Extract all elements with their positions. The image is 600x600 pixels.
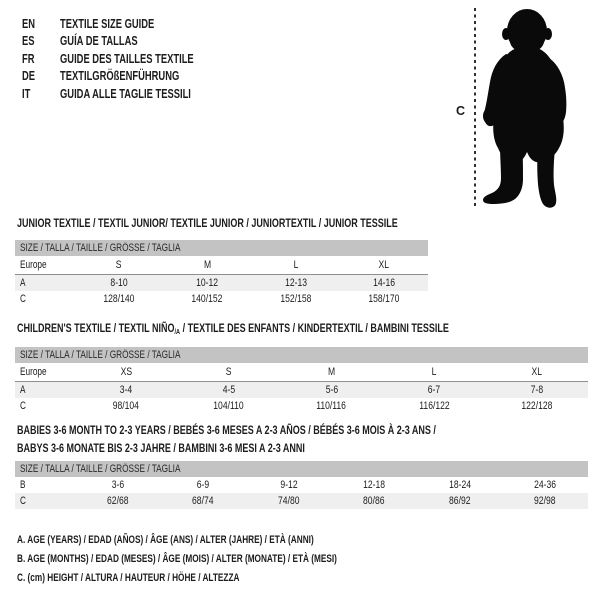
height-cell: 86/92: [449, 495, 471, 507]
row-label: B: [20, 479, 26, 491]
height-cell: 128/140: [103, 293, 135, 305]
table-row-europe: [15, 256, 428, 275]
table-row-age: [15, 382, 588, 398]
section-heading-children: CHILDREN'S TEXTILE / TEXTIL $NIÑO_{/A}$ / TEXTILE DES ENFANTS / KINDERTEXTIL / BAMBINI TESSILE: [17, 321, 449, 336]
language-row-fr: [22, 50, 238, 68]
row-label: Europe: [20, 259, 47, 271]
size-cell: XL: [378, 259, 390, 271]
language-row-it: [22, 85, 238, 103]
baby-leg-left: [483, 144, 523, 204]
legend-note-b: B. AGE (MONTHS) / EDAD (MESES) / ÂGE (MOIS) / ALTER (MONATE) / ETÀ (MESI): [17, 553, 337, 565]
row-label: Europe: [20, 366, 47, 378]
section-heading-babies: BABIES 3-6 MONTH TO 2-3 YEARS / BEBÉS 3-6 MESES A 2-3 AÑOS / BÉBÉS 3-6 MOIS À 2-3 ANS / BABYS 3-6 MONATE BIS 2-3 JAHRE / BAMBINI 3-6 MESI A 2-3 ANNI: [17, 423, 436, 455]
table-row-height: [15, 291, 428, 307]
baby-hand-left: [483, 108, 495, 124]
age-cell: 3-4: [120, 384, 133, 396]
language-row-en: [22, 15, 238, 33]
height-cell: 104/110: [213, 400, 245, 412]
legend-note-a: A. AGE (YEARS) / EDAD (AÑOS) / ÂGE (ANS) / ALTER (JAHRE) / ETÀ (ANNI): [17, 534, 314, 546]
language-title: GUIDE DES TAILLES TEXTILE: [60, 51, 194, 66]
age-cell: 4-5: [222, 384, 236, 396]
height-cell: 68/74: [192, 495, 214, 507]
height-cell: 92/98: [534, 495, 556, 507]
age-cell: 12-13: [284, 277, 307, 289]
legend-note-c: C. (cm) HEIGHT / ALTURA / HAUTEUR / HÖHE / ALTEZZA: [17, 572, 240, 584]
table-row-age: [15, 275, 428, 291]
table-row-months: [15, 477, 588, 493]
row-label: C: [20, 495, 26, 507]
months-cell: 18-24: [448, 479, 471, 491]
row-label: C: [20, 400, 26, 412]
baby-ear-right: [544, 28, 552, 40]
legend-notes: [17, 531, 444, 588]
height-cell: 152/158: [280, 293, 312, 305]
language-code: ES: [22, 34, 35, 49]
baby-silhouette-icon: [480, 6, 592, 212]
months-cell: 24-36: [534, 479, 557, 491]
language-code: IT: [22, 86, 31, 101]
size-cell: L: [293, 259, 299, 271]
junior-size-table: [15, 240, 428, 307]
baby-hand-right: [552, 108, 564, 124]
height-cell: 80/86: [363, 495, 385, 507]
language-title: TEXTILGRÖßENFÜHRUNG: [60, 69, 180, 84]
height-cell: 116/122: [418, 400, 450, 412]
baby-leg-right: [537, 146, 556, 208]
size-cell: XL: [531, 366, 542, 378]
height-cell: 122/128: [521, 400, 553, 412]
size-cell: XS: [120, 366, 133, 378]
babies-size-table: [15, 461, 588, 509]
height-measure-dashed-line: [474, 8, 476, 207]
height-cell: 62/68: [107, 495, 129, 507]
size-cell: M: [327, 366, 336, 378]
size-cell: S: [116, 259, 122, 271]
children-size-table: [15, 347, 588, 414]
language-title: TEXTILE SIZE GUIDE: [60, 16, 155, 31]
size-cell: M: [203, 259, 211, 271]
table-row-europe: [15, 363, 588, 382]
table-row-height: [15, 493, 588, 509]
language-row-es: [22, 33, 238, 51]
age-cell: 10-12: [196, 277, 219, 289]
baby-ear-left: [502, 28, 510, 40]
row-label: A: [20, 277, 26, 289]
language-title: GUIDA ALLE TAGLIE TESSILI: [60, 86, 191, 101]
language-row-de: [22, 68, 238, 86]
height-cell: 140/152: [191, 293, 223, 305]
age-cell: 8-10: [110, 277, 128, 289]
section-heading-junior: JUNIOR TEXTILE / TEXTIL JUNIOR/ TEXTILE JUNIOR / JUNIORTEXTIL / JUNIOR TESSILE: [17, 216, 398, 230]
months-cell: 6-9: [197, 479, 210, 491]
size-cell: L: [431, 366, 437, 378]
months-cell: 12-18: [363, 479, 386, 491]
language-title: GUÍA DE TALLAS: [60, 34, 138, 49]
height-cell: 158/170: [368, 293, 400, 305]
age-cell: 5-6: [325, 384, 338, 396]
language-code: FR: [22, 51, 35, 66]
size-cell: S: [226, 366, 232, 378]
table-row-height: [15, 398, 588, 414]
height-measure-label: C: [456, 104, 466, 118]
age-cell: 14-16: [372, 277, 395, 289]
months-cell: 9-12: [280, 479, 298, 491]
row-label: A: [20, 384, 26, 396]
months-cell: 3-6: [111, 479, 124, 491]
language-code: EN: [22, 16, 36, 31]
heading-subscript: /A: [174, 327, 181, 336]
height-cell: 110/116: [316, 400, 347, 412]
height-cell: 74/80: [278, 495, 300, 507]
language-code: DE: [22, 69, 36, 84]
height-cell: 98/104: [113, 400, 140, 412]
age-cell: 6-7: [427, 384, 441, 396]
age-cell: 7-8: [530, 384, 543, 396]
size-header-bar: SIZE / TALLA / TAILLE / GRÖSSE / TAGLIA: [15, 347, 588, 363]
row-label: C: [20, 293, 26, 305]
size-header-bar: SIZE / TALLA / TAILLE / GRÖSSE / TAGLIA: [15, 240, 428, 256]
size-header-bar: SIZE / TALLA / TAILLE / GRÖSSE / TAGLIA: [15, 461, 588, 477]
language-list: [22, 15, 238, 103]
